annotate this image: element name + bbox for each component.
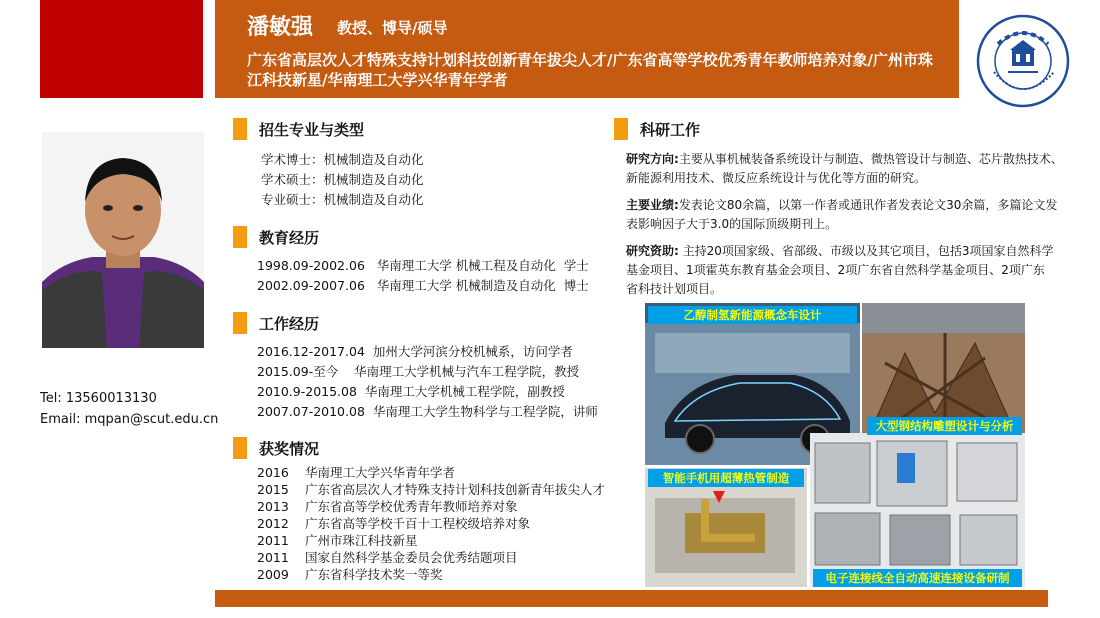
footer-bar	[215, 590, 1048, 607]
award-year: 2011	[257, 533, 289, 548]
list-item: 2002.09-2007.06 华南理工大学 机械制造及自动化 博士	[257, 278, 589, 293]
university-logo	[976, 14, 1070, 108]
section-education-header	[233, 226, 319, 248]
list-item	[257, 498, 605, 515]
email-address: Email: mqpan@scut.edu.cn	[40, 412, 219, 427]
award-text: 广东省高等学校千百十工程校级培养对象	[305, 516, 531, 531]
section-title: 招生专业与类型	[259, 120, 365, 139]
research-direction	[626, 150, 1066, 188]
section-research-header	[614, 118, 700, 140]
list-item	[257, 481, 605, 498]
list-item	[257, 566, 605, 583]
award-year: 2009	[257, 567, 289, 582]
contact-block	[40, 388, 218, 430]
list-item: 2015.09-至今 华南理工大学机械与汽车工程学院，教授	[257, 364, 580, 379]
award-text: 广东省高层次人才特殊支持计划科技创新青年拔尖人才	[305, 482, 606, 497]
list-item	[257, 464, 605, 481]
list-item: 1998.09-2002.06 华南理工大学 机械工程及自动化 学士	[257, 258, 589, 273]
funding-label: 研究资助:	[626, 244, 679, 258]
caption-heat-pipe: 智能手机用超薄热管制造	[648, 469, 804, 487]
research-direction-label: 研究方向:	[626, 152, 679, 166]
section-enrollment-header	[233, 118, 364, 140]
red-accent-block	[40, 0, 203, 98]
section-marker	[233, 312, 247, 334]
list-item: 2010.9-2015.08 华南理工大学机械工程学院，副教授	[257, 384, 565, 399]
honors-text: 广东省高层次人才特殊支持计划科技创新青年拔尖人才/广东省高等学校优秀青年教师培养对象/广州市珠江科技新星/华南理工大学兴华青年学者	[247, 51, 933, 89]
award-year: 2013	[257, 499, 289, 514]
awards-list	[257, 464, 605, 583]
section-marker	[233, 118, 247, 140]
achievement-label: 主要业绩:	[626, 198, 679, 212]
caption-steel-sculpture: 大型钢结构雕塑设计与分析	[867, 417, 1022, 435]
person-name: 潘敏强	[247, 15, 314, 40]
section-marker	[233, 437, 247, 459]
section-marker	[614, 118, 628, 140]
award-year: 2016	[257, 465, 289, 480]
achievement-text: 发表论文80余篇，以第一作者或通讯作者发表论文30余篇，多篇论文发表影响因子大于3.0的国际顶级期刊上。	[626, 198, 1058, 231]
section-title: 工作经历	[259, 314, 320, 333]
list-item: 学术硕士：机械制造及自动化	[261, 172, 424, 187]
research-funding	[626, 242, 1056, 299]
phone-number: Tel: 13560013130	[40, 391, 157, 406]
research-achievements	[626, 196, 1058, 234]
award-year: 2015	[257, 482, 289, 497]
list-item: 学术博士：机械制造及自动化	[261, 152, 424, 167]
caption-connection-equipment: 电子连接线全自动高速连接设备研制	[813, 569, 1022, 587]
award-year: 2011	[257, 550, 289, 565]
header-banner	[215, 0, 959, 98]
list-item: 专业硕士：机械制造及自动化	[261, 192, 424, 207]
section-title: 获奖情况	[259, 439, 320, 458]
award-text: 广东省科学技术奖一等奖	[305, 567, 443, 582]
award-text: 广东省高等学校优秀青年教师培养对象	[305, 499, 518, 514]
research-direction-text: 主要从事机械装备系统设计与制造、微热管设计与制造、芯片散热技术、新能源利用技术、微反应系统设计与优化等方面的研究。	[626, 152, 1063, 185]
list-item: 2016.12-2017.04 加州大学河滨分校机械系，访问学者	[257, 344, 573, 359]
profile-photo	[42, 132, 204, 348]
section-title: 科研工作	[640, 120, 701, 139]
education-list	[257, 256, 589, 296]
research-image-collage	[645, 303, 1025, 587]
section-work-header	[233, 312, 319, 334]
list-item	[257, 549, 605, 566]
list-item	[257, 532, 605, 549]
list-item: 2007.07-2010.08 华南理工大学生物科学与工程学院，讲师	[257, 404, 598, 419]
award-year: 2012	[257, 516, 289, 531]
award-text: 广州市珠江科技新星	[305, 533, 418, 548]
academic-titles: 教授、博导/硕导	[337, 19, 448, 37]
caption-concept-car: 乙醇制氢新能源概念车设计	[648, 306, 857, 324]
section-title: 教育经历	[259, 228, 320, 247]
award-text: 华南理工大学兴华青年学者	[305, 465, 456, 480]
funding-text: 主持20项国家级、省部级、市级以及其它项目，包括3项国家自然科学基金项目、1项霍英东教育基金会项目、2项广东省自然科学基金项目、2项广东省科技计划项目。	[626, 244, 1054, 296]
section-marker	[233, 226, 247, 248]
award-text: 国家自然科学基金委员会优秀结题项目	[305, 550, 518, 565]
enrollment-list	[261, 150, 424, 210]
section-awards-header	[233, 437, 319, 459]
work-list	[257, 342, 598, 422]
list-item	[257, 515, 605, 532]
